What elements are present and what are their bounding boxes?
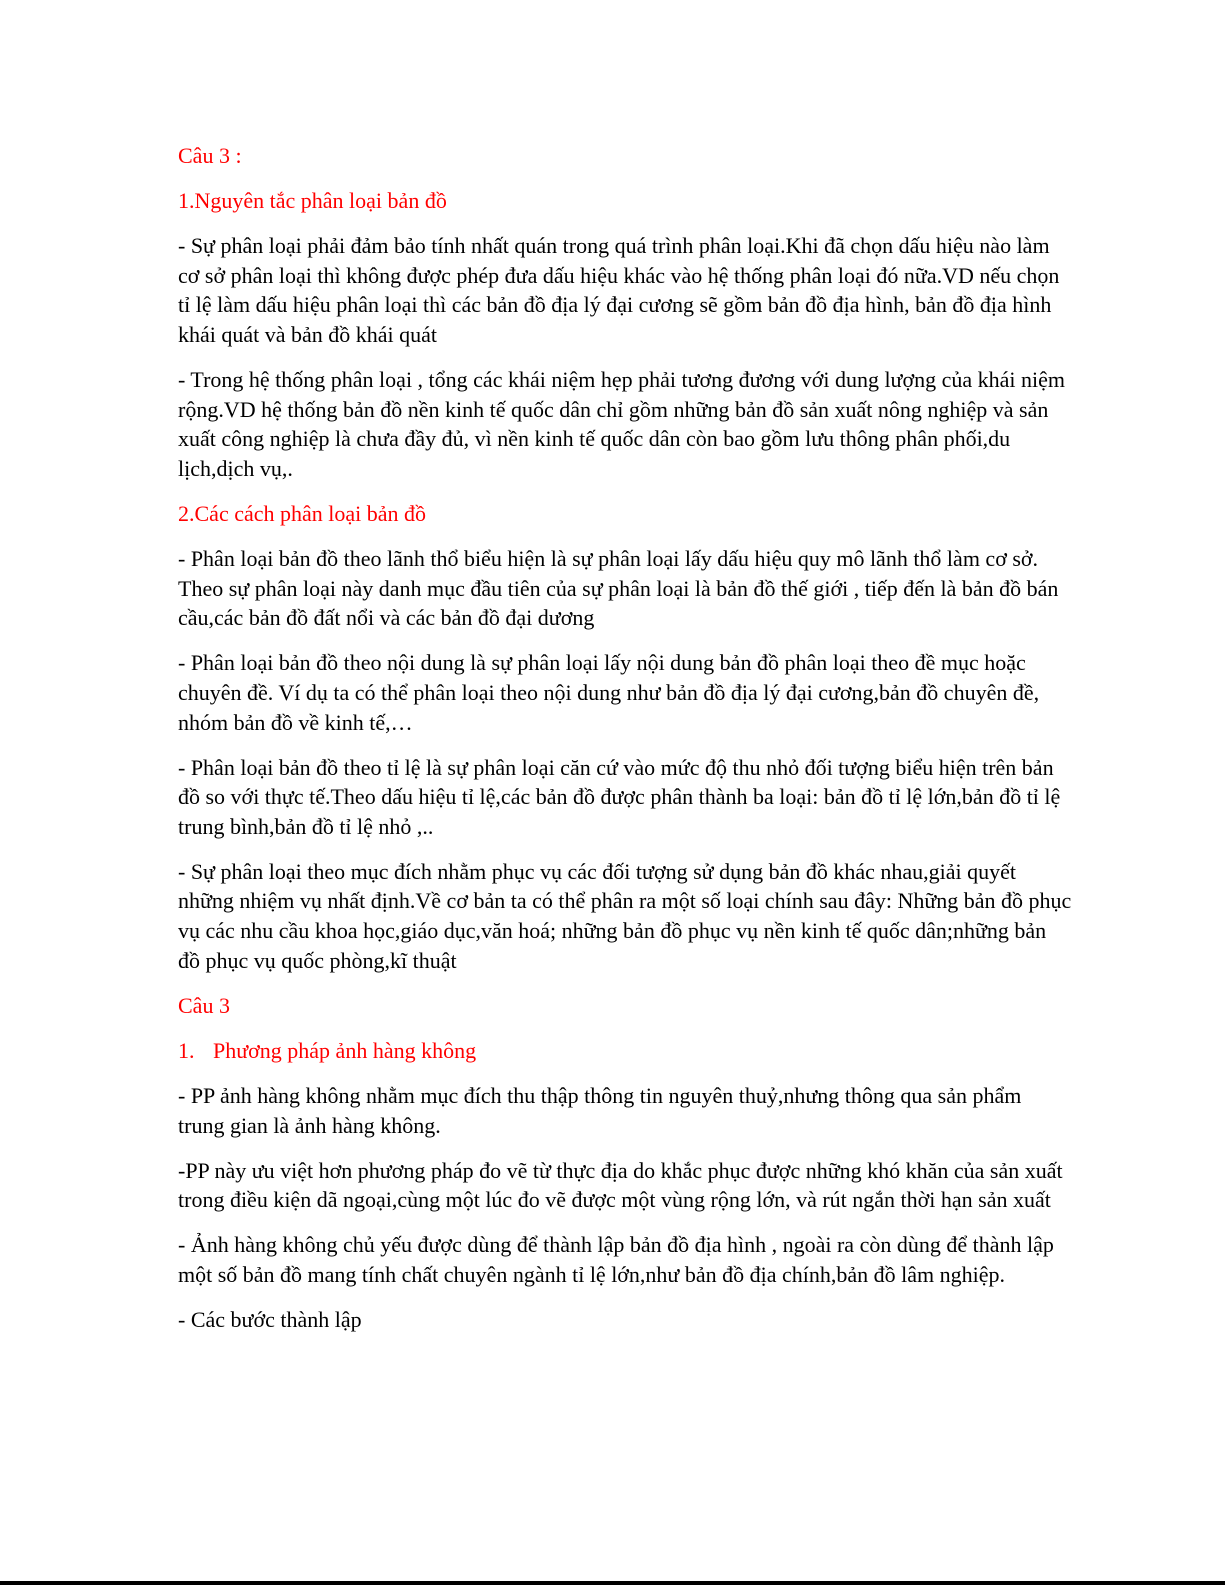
paragraph: - Sự phân loại phải đảm bảo tính nhất quán trong quá trình phân loại.Khi đã chọn dấu hiệu nào làm cơ sở phân loại thì không được phép đưa dấu hiệu khác vào hệ thống phân loại đó nữa.VD nếu chọn tỉ lệ làm dấu hiệu phân loại thì các bản đồ địa lý đại cương sẽ gồm bản đồ địa hình, bản đồ địa hình khái quát và bản đồ khái quát — [178, 233, 1060, 347]
page-bottom-border — [0, 1581, 1225, 1585]
list-title: Phương pháp ảnh hàng không — [213, 1037, 477, 1063]
document-page — [178, 141, 1073, 1350]
section-title-nguyen-tac: 1.Nguyên tắc phân loại bản đồ — [178, 188, 447, 214]
list-number: 1. — [178, 1037, 195, 1063]
section-title-cac-cach: 2.Các cách phân loại bản đồ — [178, 500, 427, 526]
paragraph: - Phân loại bản đồ theo tỉ lệ là sự phân loại căn cứ vào mức độ thu nhỏ đối tượng biểu hiện trên bản đồ so với thực tế.Theo dấu hiệu tỉ lệ,các bản đồ được phân thành ba loại: bản đồ tỉ lệ lớn,bản đồ tỉ lệ trung bình,bản đồ tỉ lệ nhỏ ,.. — [178, 754, 1061, 839]
paragraph: - PP ảnh hàng không nhằm mục đích thu thập thông tin nguyên thuỷ,nhưng thông qua sản phẩm trung gian là ảnh hàng không. — [178, 1082, 1022, 1138]
paragraph: - Trong hệ thống phân loại , tổng các khái niệm hẹp phải tương đương với dung lượng của khái niệm rộng.VD hệ thống bản đồ nền kinh tế quốc dân chỉ gồm những bản đồ sản xuất nông nghiệp và sản xuất công nghiệp là chưa đầy đủ, vì nền kinh tế quốc dân còn bao gồm lưu thông phân phối,du lịch,dịch vụ,. — [178, 367, 1066, 481]
paragraph: - Các bước thành lập — [178, 1307, 362, 1332]
paragraph: - Sự phân loại theo mục đích nhằm phục vụ các đối tượng sử dụng bản đồ khác nhau,giải quyết những nhiệm vụ nhất định.Về cơ bản ta có thể phân ra một số loại chính sau đây: Những bản đồ phục vụ các nhu cầu khoa học,giáo dục,văn hoá; những bản đồ phục vụ nền kinh tế quốc dân;những bản đồ phục vụ quốc phòng,kĩ thuật — [178, 858, 1072, 973]
paragraph: - Phân loại bản đồ theo lãnh thổ biểu hiện là sự phân loại lấy dấu hiệu quy mô lãnh thổ làm cơ sở. Theo sự phân loại này danh mục đầu tiên của sự phân loại là bản đồ thế giới , tiếp đến là bản đồ bán cầu,các bản đồ đất nổi và các bản đồ đại dương — [178, 546, 1059, 631]
paragraph: - Phân loại bản đồ theo nội dung là sự phân loại lấy nội dung bản đồ phân loại theo đề mục hoặc chuyên đề. Ví dụ ta có thể phân loại theo nội dung như bản đồ địa lý đại cương,bản đồ chuyên đề, nhóm bản đồ về kinh tế,… — [178, 650, 1040, 735]
section-title-anh-hang-khong — [178, 1036, 1073, 1066]
heading-cau-3-second: Câu 3 — [178, 992, 230, 1018]
paragraph: - Ảnh hàng không chủ yếu được dùng để thành lập bản đồ địa hình , ngoài ra còn dùng để thành lập một số bản đồ mang tính chất chuyên ngành tỉ lệ lớn,như bản đồ địa chính,bản đồ lâm nghiệp. — [178, 1232, 1054, 1287]
paragraph: -PP này ưu việt hơn phương pháp đo vẽ từ thực địa do khắc phục được những khó khăn của sản xuất trong điều kiện dã ngoại,cùng một lúc đo vẽ được một vùng rộng lớn, và rút ngắn thời hạn sản xuất — [178, 1157, 1063, 1213]
heading-cau-3: Câu 3 : — [178, 143, 242, 168]
